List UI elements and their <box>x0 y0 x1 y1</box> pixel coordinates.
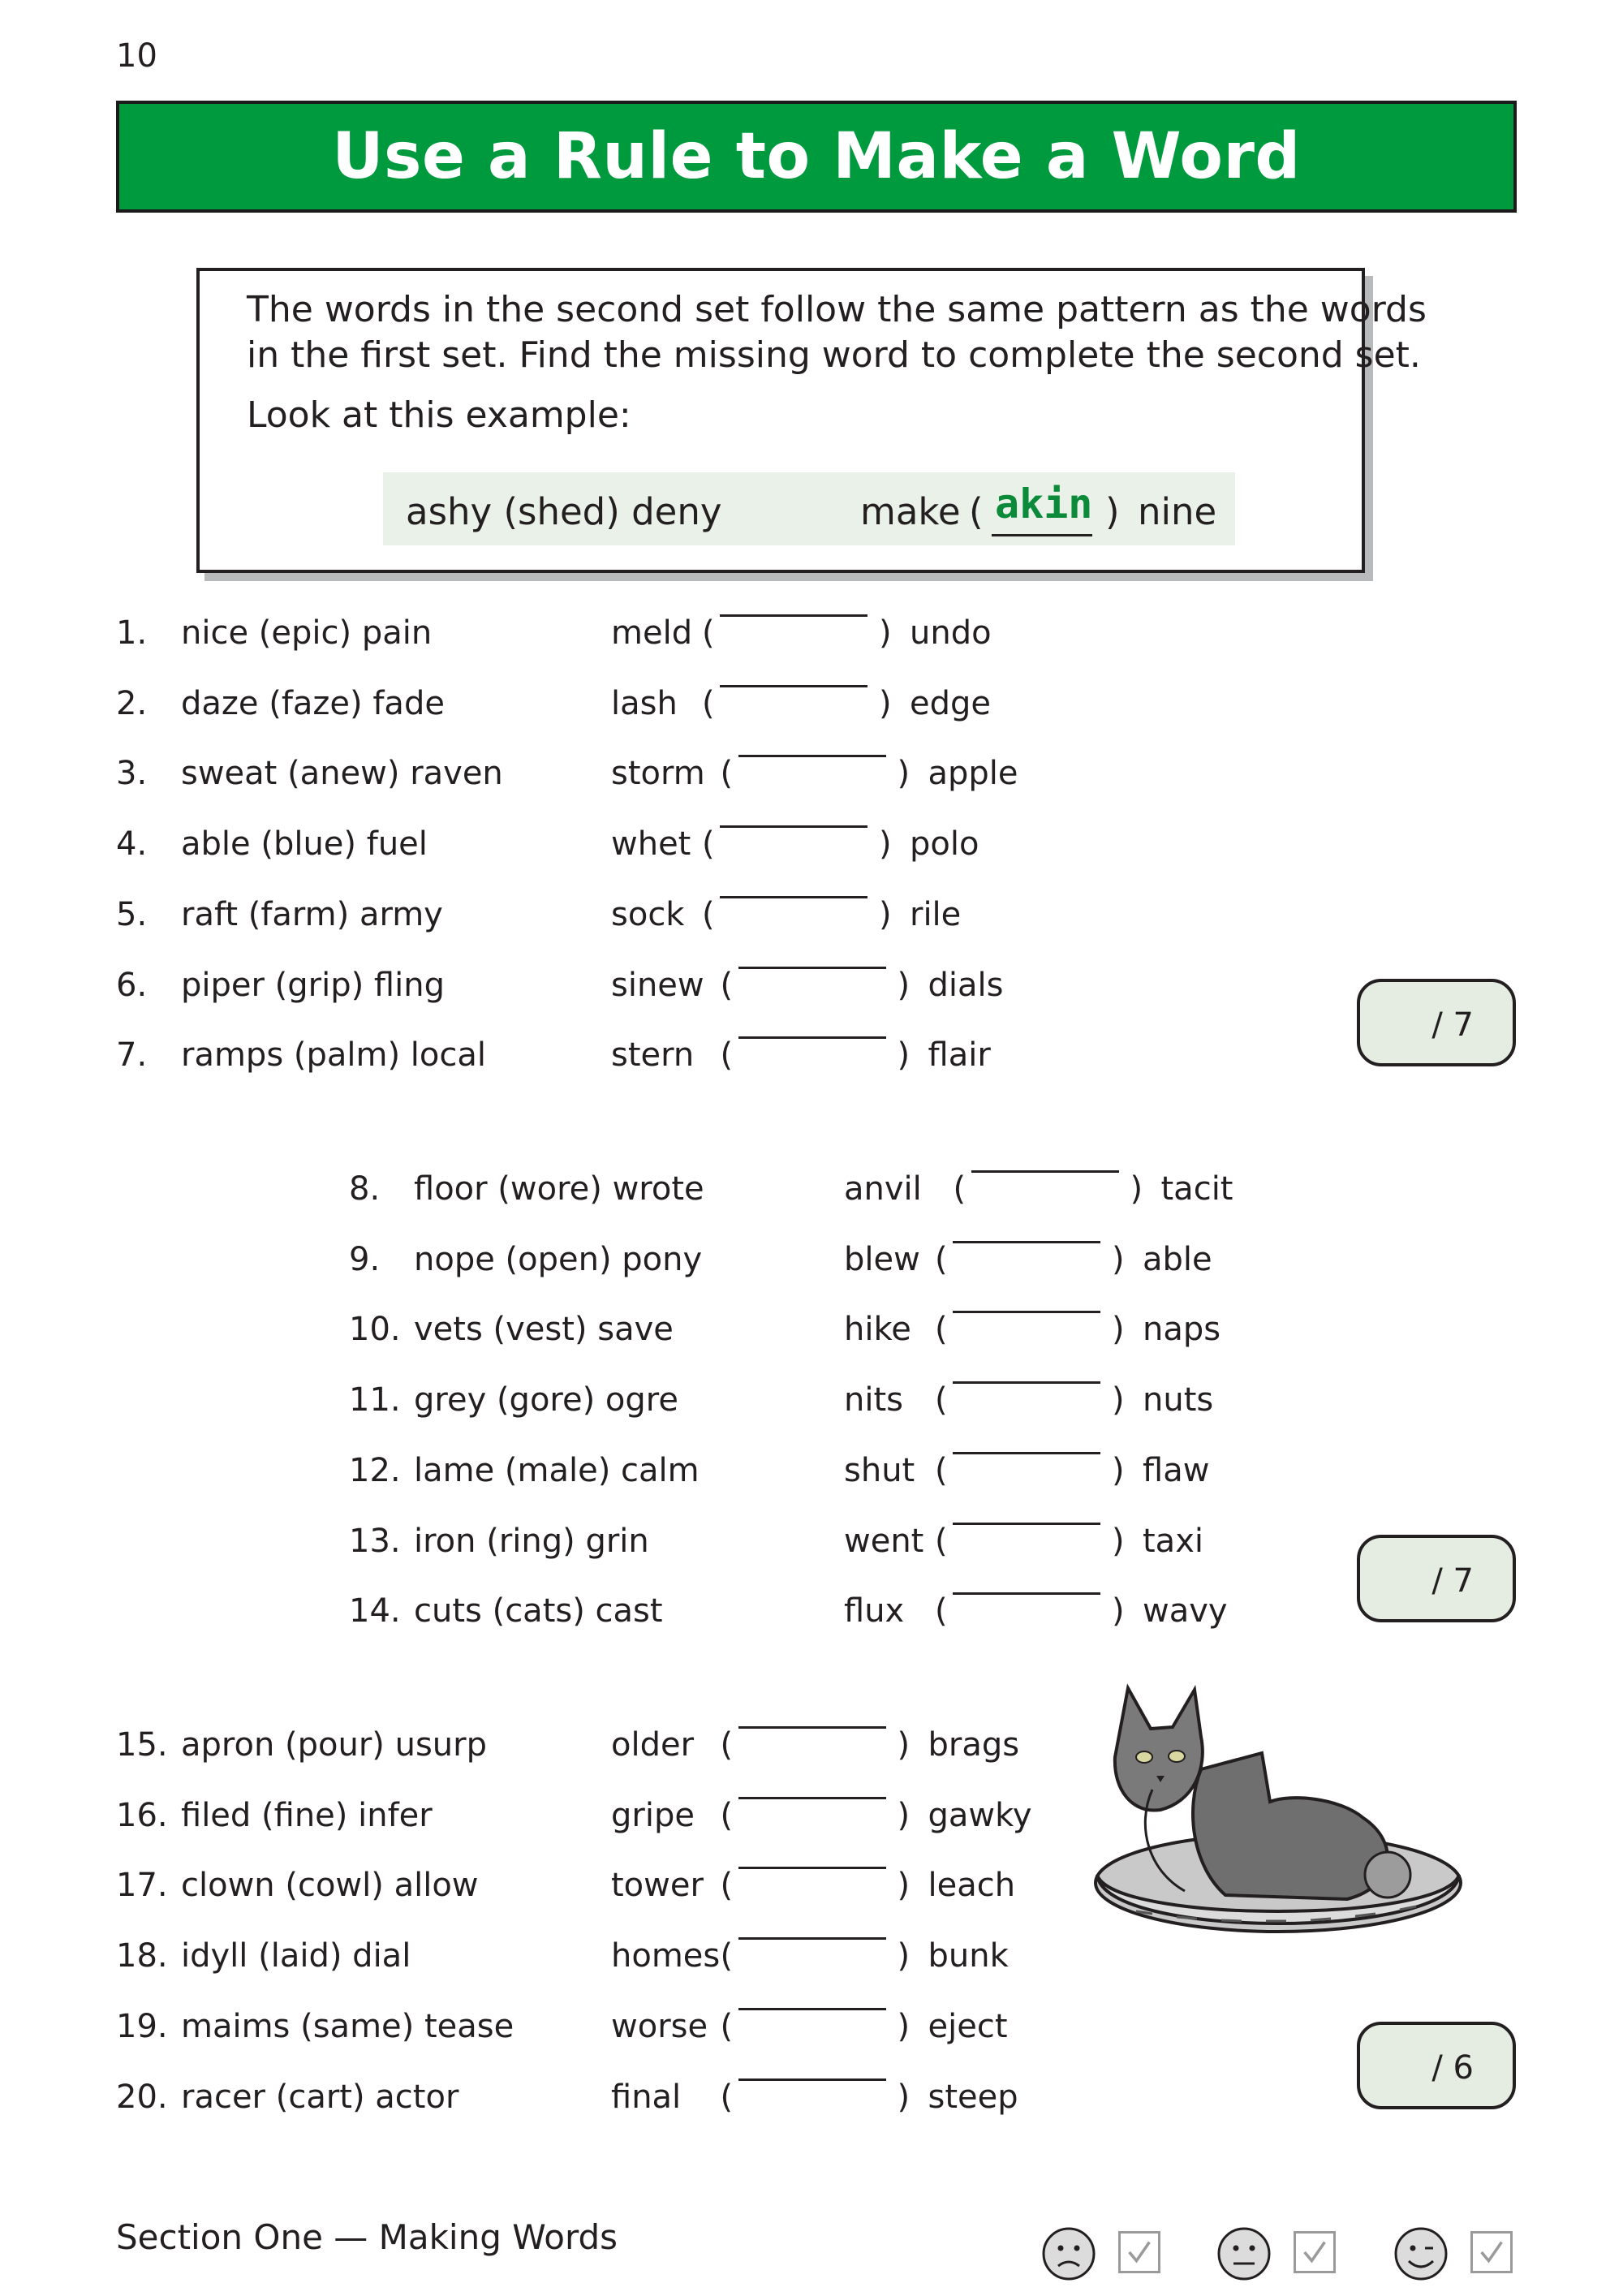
question-row <box>116 1036 1009 1085</box>
open-paren: ( <box>702 895 715 933</box>
question-number: 7. <box>116 1036 148 1075</box>
answer-blank[interactable] <box>953 1381 1100 1384</box>
second-set-left-word: storm <box>611 755 705 793</box>
answer-blank[interactable] <box>953 1452 1100 1454</box>
question-number: 19. <box>116 2007 168 2045</box>
close-paren: ) <box>897 1796 911 1834</box>
second-set-right-word: undo <box>910 614 992 652</box>
second-set-left-word: homes <box>611 1937 721 1975</box>
close-paren: ) <box>1130 1170 1143 1208</box>
question-row <box>116 2078 1018 2127</box>
first-set: racer (cart) actor <box>181 2078 459 2116</box>
second-set-left-word: anvil <box>844 1170 922 1208</box>
example-answer: akin <box>995 480 1093 528</box>
sad-face-icon <box>1040 2225 1097 2282</box>
example-set1: ashy (shed) deny <box>406 490 722 533</box>
open-paren: ( <box>702 614 715 652</box>
question-row <box>349 1523 1242 1571</box>
close-paren: ) <box>897 2078 911 2116</box>
answer-blank[interactable] <box>738 967 886 969</box>
page-number: 10 <box>116 37 157 75</box>
second-set-right-word: wavy <box>1143 1592 1228 1630</box>
answer-blank[interactable] <box>720 896 867 898</box>
second-set-left-word: lash <box>611 684 678 722</box>
answer-blank[interactable] <box>953 1523 1100 1525</box>
first-set: grey (gore) ogre <box>414 1381 678 1419</box>
second-set-right-word: rile <box>910 895 962 933</box>
answer-blank[interactable] <box>738 2078 886 2081</box>
first-set: ramps (palm) local <box>181 1036 486 1075</box>
question-number: 9. <box>349 1240 381 1278</box>
first-set: able (blue) fuel <box>181 825 428 864</box>
open-paren: ( <box>935 1522 948 1560</box>
answer-blank[interactable] <box>738 1036 886 1039</box>
question-row <box>349 1170 1242 1219</box>
first-set: vets (vest) save <box>414 1311 674 1349</box>
question-number: 18. <box>116 1937 168 1975</box>
second-set-left-word: sinew <box>611 966 704 1004</box>
answer-blank[interactable] <box>720 825 867 828</box>
close-paren: ) <box>897 1726 911 1764</box>
close-paren: ) <box>879 825 892 864</box>
instruction-line-1: The words in the second set follow the same pattern as the words <box>247 289 1427 330</box>
score-text: / 7 <box>1431 1562 1474 1600</box>
second-set-left-word: meld <box>611 614 693 652</box>
second-set-left-word: sock <box>611 895 685 933</box>
question-row <box>116 1726 1020 1775</box>
open-paren: ( <box>720 1867 734 1905</box>
second-set-left-word: gripe <box>611 1796 695 1834</box>
second-set-right-word: able <box>1143 1240 1212 1278</box>
question-number: 11. <box>349 1381 401 1419</box>
score-text: / 7 <box>1431 1006 1474 1044</box>
instruction-line-2: in the first set. Find the missing word to complete the second set. <box>247 334 1421 376</box>
first-set: idyll (laid) dial <box>181 1937 411 1975</box>
question-number: 10. <box>349 1311 401 1349</box>
second-set-right-word: dials <box>928 966 1004 1004</box>
close-paren: ) <box>879 895 892 933</box>
second-set-left-word: blew <box>844 1240 920 1278</box>
first-set: lame (male) calm <box>414 1451 700 1489</box>
second-set-left-word: whet <box>611 825 691 864</box>
open-paren: ( <box>935 1451 948 1489</box>
second-set-left-word: tower <box>611 1867 704 1905</box>
open-paren: ( <box>702 684 715 722</box>
first-set: maims (same) tease <box>181 2007 514 2045</box>
question-number: 5. <box>116 895 148 933</box>
second-set-right-word: apple <box>928 755 1018 793</box>
open-paren: ( <box>720 2007 734 2045</box>
second-set-right-word: brags <box>928 1726 1020 1764</box>
answer-blank[interactable] <box>720 614 867 617</box>
question-row <box>116 896 1009 945</box>
example-close-paren: ) <box>1105 490 1120 533</box>
question-row <box>116 967 1009 1015</box>
page-title: Use a Rule to Make a Word <box>332 120 1301 193</box>
first-set: raft (farm) army <box>181 895 443 933</box>
question-row <box>116 825 1009 874</box>
second-set-right-word: edge <box>910 684 991 722</box>
example-right-word: nine <box>1138 490 1217 533</box>
second-set-left-word: hike <box>844 1311 911 1349</box>
question-number: 2. <box>116 684 148 722</box>
second-set-left-word: shut <box>844 1451 915 1489</box>
close-paren: ) <box>879 684 892 722</box>
close-paren: ) <box>1112 1592 1125 1630</box>
close-paren: ) <box>897 1937 911 1975</box>
instruction-line-3: Look at this example: <box>247 394 631 436</box>
second-set-right-word: gawky <box>928 1796 1032 1834</box>
first-set: floor (wore) wrote <box>414 1170 704 1208</box>
question-number: 17. <box>116 1867 168 1905</box>
question-row <box>116 1867 1016 1915</box>
open-paren: ( <box>935 1381 948 1419</box>
close-paren: ) <box>1112 1240 1125 1278</box>
second-set-right-word: naps <box>1143 1311 1221 1349</box>
second-set-right-word: taxi <box>1143 1522 1203 1560</box>
open-paren: ( <box>702 825 715 864</box>
first-set: nice (epic) pain <box>181 614 433 652</box>
question-number: 1. <box>116 614 148 652</box>
second-set-left-word: final <box>611 2078 682 2116</box>
open-paren: ( <box>935 1592 948 1630</box>
first-set: clown (cowl) allow <box>181 1867 479 1905</box>
answer-blank[interactable] <box>971 1170 1119 1173</box>
example-open-paren: ( <box>969 490 984 533</box>
first-set: iron (ring) grin <box>414 1522 649 1560</box>
first-set: apron (pour) usurp <box>181 1726 487 1764</box>
example-answer-line <box>992 534 1092 536</box>
second-set-right-word: steep <box>928 2078 1018 2116</box>
question-number: 14. <box>349 1592 401 1630</box>
answer-blank[interactable] <box>738 1867 886 1869</box>
second-set-right-word: eject <box>928 2007 1008 2045</box>
open-paren: ( <box>720 1796 734 1834</box>
question-row <box>349 1381 1242 1430</box>
close-paren: ) <box>897 755 911 793</box>
open-paren: ( <box>720 755 734 793</box>
question-number: 8. <box>349 1170 381 1208</box>
second-set-left-word: nits <box>844 1381 903 1419</box>
example-left-word: make <box>860 490 961 533</box>
score-text: / 6 <box>1431 2049 1474 2087</box>
title-banner <box>116 101 1517 213</box>
cat-in-basket-illustration <box>1079 1680 1469 1972</box>
answer-blank[interactable] <box>953 1311 1100 1313</box>
answer-blank[interactable] <box>738 1726 886 1729</box>
open-paren: ( <box>720 966 734 1004</box>
close-paren: ) <box>879 614 892 652</box>
first-set: sweat (anew) raven <box>181 755 503 793</box>
second-set-right-word: flair <box>928 1036 991 1075</box>
first-set: cuts (cats) cast <box>414 1592 663 1630</box>
question-number: 13. <box>349 1522 401 1560</box>
question-row <box>349 1592 1242 1641</box>
question-row <box>116 614 1009 663</box>
example-strip <box>383 472 1235 545</box>
second-set-right-word: flaw <box>1143 1451 1210 1489</box>
score-box-3 <box>1357 2022 1516 2109</box>
second-set-right-word: leach <box>928 1867 1016 1905</box>
close-paren: ) <box>897 966 911 1004</box>
answer-blank[interactable] <box>720 685 867 687</box>
tick-icon <box>1118 2231 1160 2273</box>
happy-face-icon <box>1393 2225 1449 2282</box>
open-paren: ( <box>720 2078 734 2116</box>
instruction-box <box>196 268 1427 573</box>
close-paren: ) <box>897 1036 911 1075</box>
close-paren: ) <box>897 1867 911 1905</box>
question-row <box>349 1241 1242 1290</box>
question-row <box>116 1796 1032 1846</box>
footer-section-label: Section One — Making Words <box>116 2217 618 2257</box>
close-paren: ) <box>1112 1451 1125 1489</box>
score-box-1 <box>1357 979 1516 1066</box>
question-number: 4. <box>116 825 148 864</box>
question-number: 16. <box>116 1796 168 1834</box>
second-set-left-word: flux <box>844 1592 905 1630</box>
question-row <box>349 1311 1242 1359</box>
close-paren: ) <box>1112 1311 1125 1349</box>
open-paren: ( <box>720 1726 734 1764</box>
first-set: piper (grip) fling <box>181 966 445 1004</box>
score-box-2 <box>1357 1535 1516 1622</box>
question-row <box>116 685 1009 734</box>
answer-blank[interactable] <box>738 1797 886 1799</box>
first-set: daze (faze) fade <box>181 684 445 722</box>
tick-icon <box>1294 2231 1336 2273</box>
second-set-left-word: went <box>844 1522 924 1560</box>
question-number: 15. <box>116 1726 168 1764</box>
second-set-left-word: worse <box>611 2007 708 2045</box>
answer-blank[interactable] <box>738 755 886 757</box>
question-row <box>116 755 1018 803</box>
question-number: 3. <box>116 755 148 793</box>
second-set-right-word: polo <box>910 825 979 864</box>
second-set-right-word: nuts <box>1143 1381 1214 1419</box>
question-row <box>349 1452 1242 1501</box>
question-number: 6. <box>116 966 148 1004</box>
answer-blank[interactable] <box>738 1937 886 1940</box>
first-set: filed (fine) infer <box>181 1796 433 1834</box>
second-set-left-word: older <box>611 1726 695 1764</box>
question-number: 12. <box>349 1451 401 1489</box>
open-paren: ( <box>935 1311 948 1349</box>
question-number: 20. <box>116 2078 168 2116</box>
close-paren: ) <box>1112 1522 1125 1560</box>
question-row <box>116 2008 1009 2057</box>
answer-blank[interactable] <box>953 1592 1100 1595</box>
answer-blank[interactable] <box>953 1241 1100 1243</box>
close-paren: ) <box>897 2007 911 2045</box>
close-paren: ) <box>1112 1381 1125 1419</box>
open-paren: ( <box>720 1937 734 1975</box>
tick-icon <box>1470 2231 1513 2273</box>
first-set: nope (open) pony <box>414 1240 703 1278</box>
open-paren: ( <box>935 1240 948 1278</box>
open-paren: ( <box>953 1170 966 1208</box>
neutral-face-icon <box>1216 2225 1272 2282</box>
second-set-left-word: stern <box>611 1036 695 1075</box>
answer-blank[interactable] <box>738 2008 886 2010</box>
question-row <box>116 1937 1009 1986</box>
second-set-right-word: bunk <box>928 1937 1009 1975</box>
second-set-right-word: tacit <box>1160 1170 1233 1208</box>
open-paren: ( <box>720 1036 734 1075</box>
